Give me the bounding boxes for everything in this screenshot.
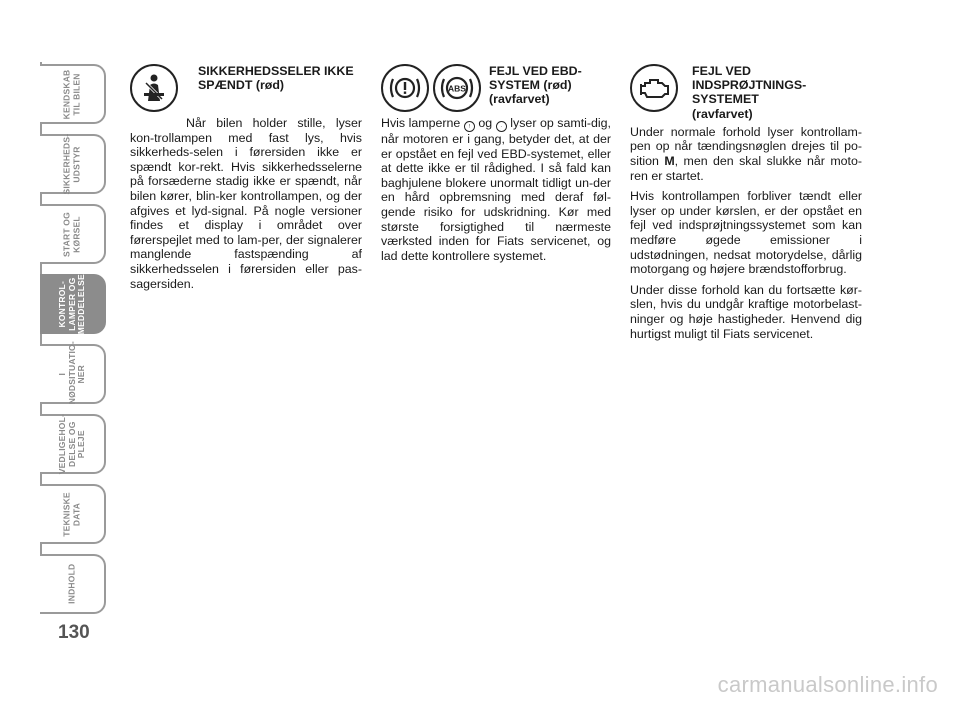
watermark: carmanualsonline.info bbox=[717, 672, 938, 697]
tab-kontrollamper[interactable] bbox=[40, 267, 106, 334]
tab-start-og-korsel[interactable] bbox=[40, 204, 106, 264]
page-number: 130 bbox=[58, 622, 90, 643]
body-paragraph: Når bilen holder stille, lyser kon-trollampen med fast lys, hvis sikkerheds-selen i førersiden ikke er spændt kor-rekt. Hvis sikkerhedsselerne på forsæderne stadig ikke er spændt, når bilen kører, blin-ker kontrollampen, og der afgives et lyd-signal. På nogle versioner findes et display i området over førerspejlet med to lam-per, der signalerer manglende fastspænding af sikkerhedsselen i førersiden eller pas-sagersiden. bbox=[130, 116, 362, 291]
tab-nodsituationer[interactable] bbox=[40, 340, 106, 404]
key-position: M bbox=[664, 154, 675, 168]
section-header bbox=[381, 64, 611, 112]
text-run: , men den skal slukke når moto-ren er startet. bbox=[630, 154, 862, 183]
section-injection bbox=[630, 64, 862, 347]
tab-label: I NØDSITUATIO- NER bbox=[56, 340, 86, 404]
heading-line: INDSPRØJTNINGS- bbox=[692, 78, 807, 93]
abs-icon-text: ABS bbox=[448, 83, 466, 94]
tab-label: TEKNISKE DATA bbox=[61, 491, 81, 537]
tab-label: KENDSKAB TIL BILEN bbox=[61, 69, 81, 119]
text-run: og bbox=[478, 116, 493, 130]
body-paragraph bbox=[630, 125, 862, 183]
heading-line: SYSTEM (rød) bbox=[489, 78, 572, 93]
body-paragraph: Hvis kontrollampen forbliver tændt eller lyser op under kørslen, er der opstået en fejl ved indsprøjtningssystemet som kan medføre øgede emissioner i udstødningen, nedsat motorydelse, dårlig motorgang og højere brændstofforbrug. bbox=[630, 189, 862, 277]
text-run: Hvis lamperne bbox=[381, 116, 461, 130]
section-heading bbox=[198, 64, 354, 92]
tab-label: INDHOLD bbox=[66, 563, 77, 605]
heading-line: SPÆNDT (rød) bbox=[198, 78, 285, 93]
tab-tekniske-data[interactable] bbox=[40, 484, 106, 544]
tab-kendskab[interactable] bbox=[40, 64, 106, 124]
tab-indhold[interactable] bbox=[40, 554, 106, 614]
heading-line: (ravfarvet) bbox=[489, 92, 550, 107]
abs-icon bbox=[433, 64, 481, 112]
heading-line: FEJL VED bbox=[692, 64, 751, 78]
tab-label: SIKKERHEDS- UDSTYR bbox=[61, 133, 81, 194]
body-paragraph bbox=[381, 116, 611, 263]
tab-label: START OG KØRSEL bbox=[61, 211, 81, 257]
section-seatbelt bbox=[130, 64, 362, 297]
tab-label: KONTROL- LAMPER OG MEDDELELSER bbox=[56, 267, 86, 334]
section-header bbox=[630, 64, 862, 121]
section-ebd bbox=[381, 64, 611, 269]
heading-line: (ravfarvet) bbox=[692, 106, 753, 121]
text-run: Under normale forhold lyser kontrollam-pen op når tændingsnøglen drejes til po-sition bbox=[630, 124, 862, 168]
section-header bbox=[130, 64, 362, 112]
brake-warning-inline-icon: ! bbox=[464, 121, 475, 132]
tab-sikkerhedsudstyr[interactable] bbox=[40, 134, 106, 194]
heading-line: FEJL VED EBD- bbox=[489, 64, 582, 78]
tab-vedligeholdelse[interactable] bbox=[40, 414, 106, 474]
heading-line: SYSTEMET bbox=[692, 92, 759, 107]
icon-group bbox=[381, 64, 481, 112]
brake-warning-icon bbox=[381, 64, 429, 112]
section-heading bbox=[692, 64, 806, 121]
abs-inline-icon: · bbox=[496, 121, 507, 132]
engine-check-icon bbox=[630, 64, 678, 112]
tab-label: VEDLIGEHOL- DELSE OG PLEJE bbox=[56, 413, 86, 474]
section-heading bbox=[489, 64, 582, 107]
text-run: lyser op samti-dig, når motoren er i gang, betyder det, at der er opstået en fejl ved EBD-systemet, eller at dette ikke er til rådighed. I så fald kan baghjulene blokere unormalt tidligt un-der en hård opbremsning med deraf føl-gende risiko for udskridning. Kør med største forsigtighed til nærmeste værksted inden for Fiats servicenet, og lad dette kontrollere systemet. bbox=[381, 116, 611, 263]
heading-line: SIKKERHEDSSELER IKKE bbox=[198, 64, 354, 78]
body-paragraph: Under disse forhold kan du fortsætte kør-slen, hvis du undgår kraftige motorbelast-ninger og høje hastigheder. Henvend dig hurtigst muligt til Fiats servicenet. bbox=[630, 282, 862, 341]
seatbelt-icon bbox=[130, 64, 178, 112]
